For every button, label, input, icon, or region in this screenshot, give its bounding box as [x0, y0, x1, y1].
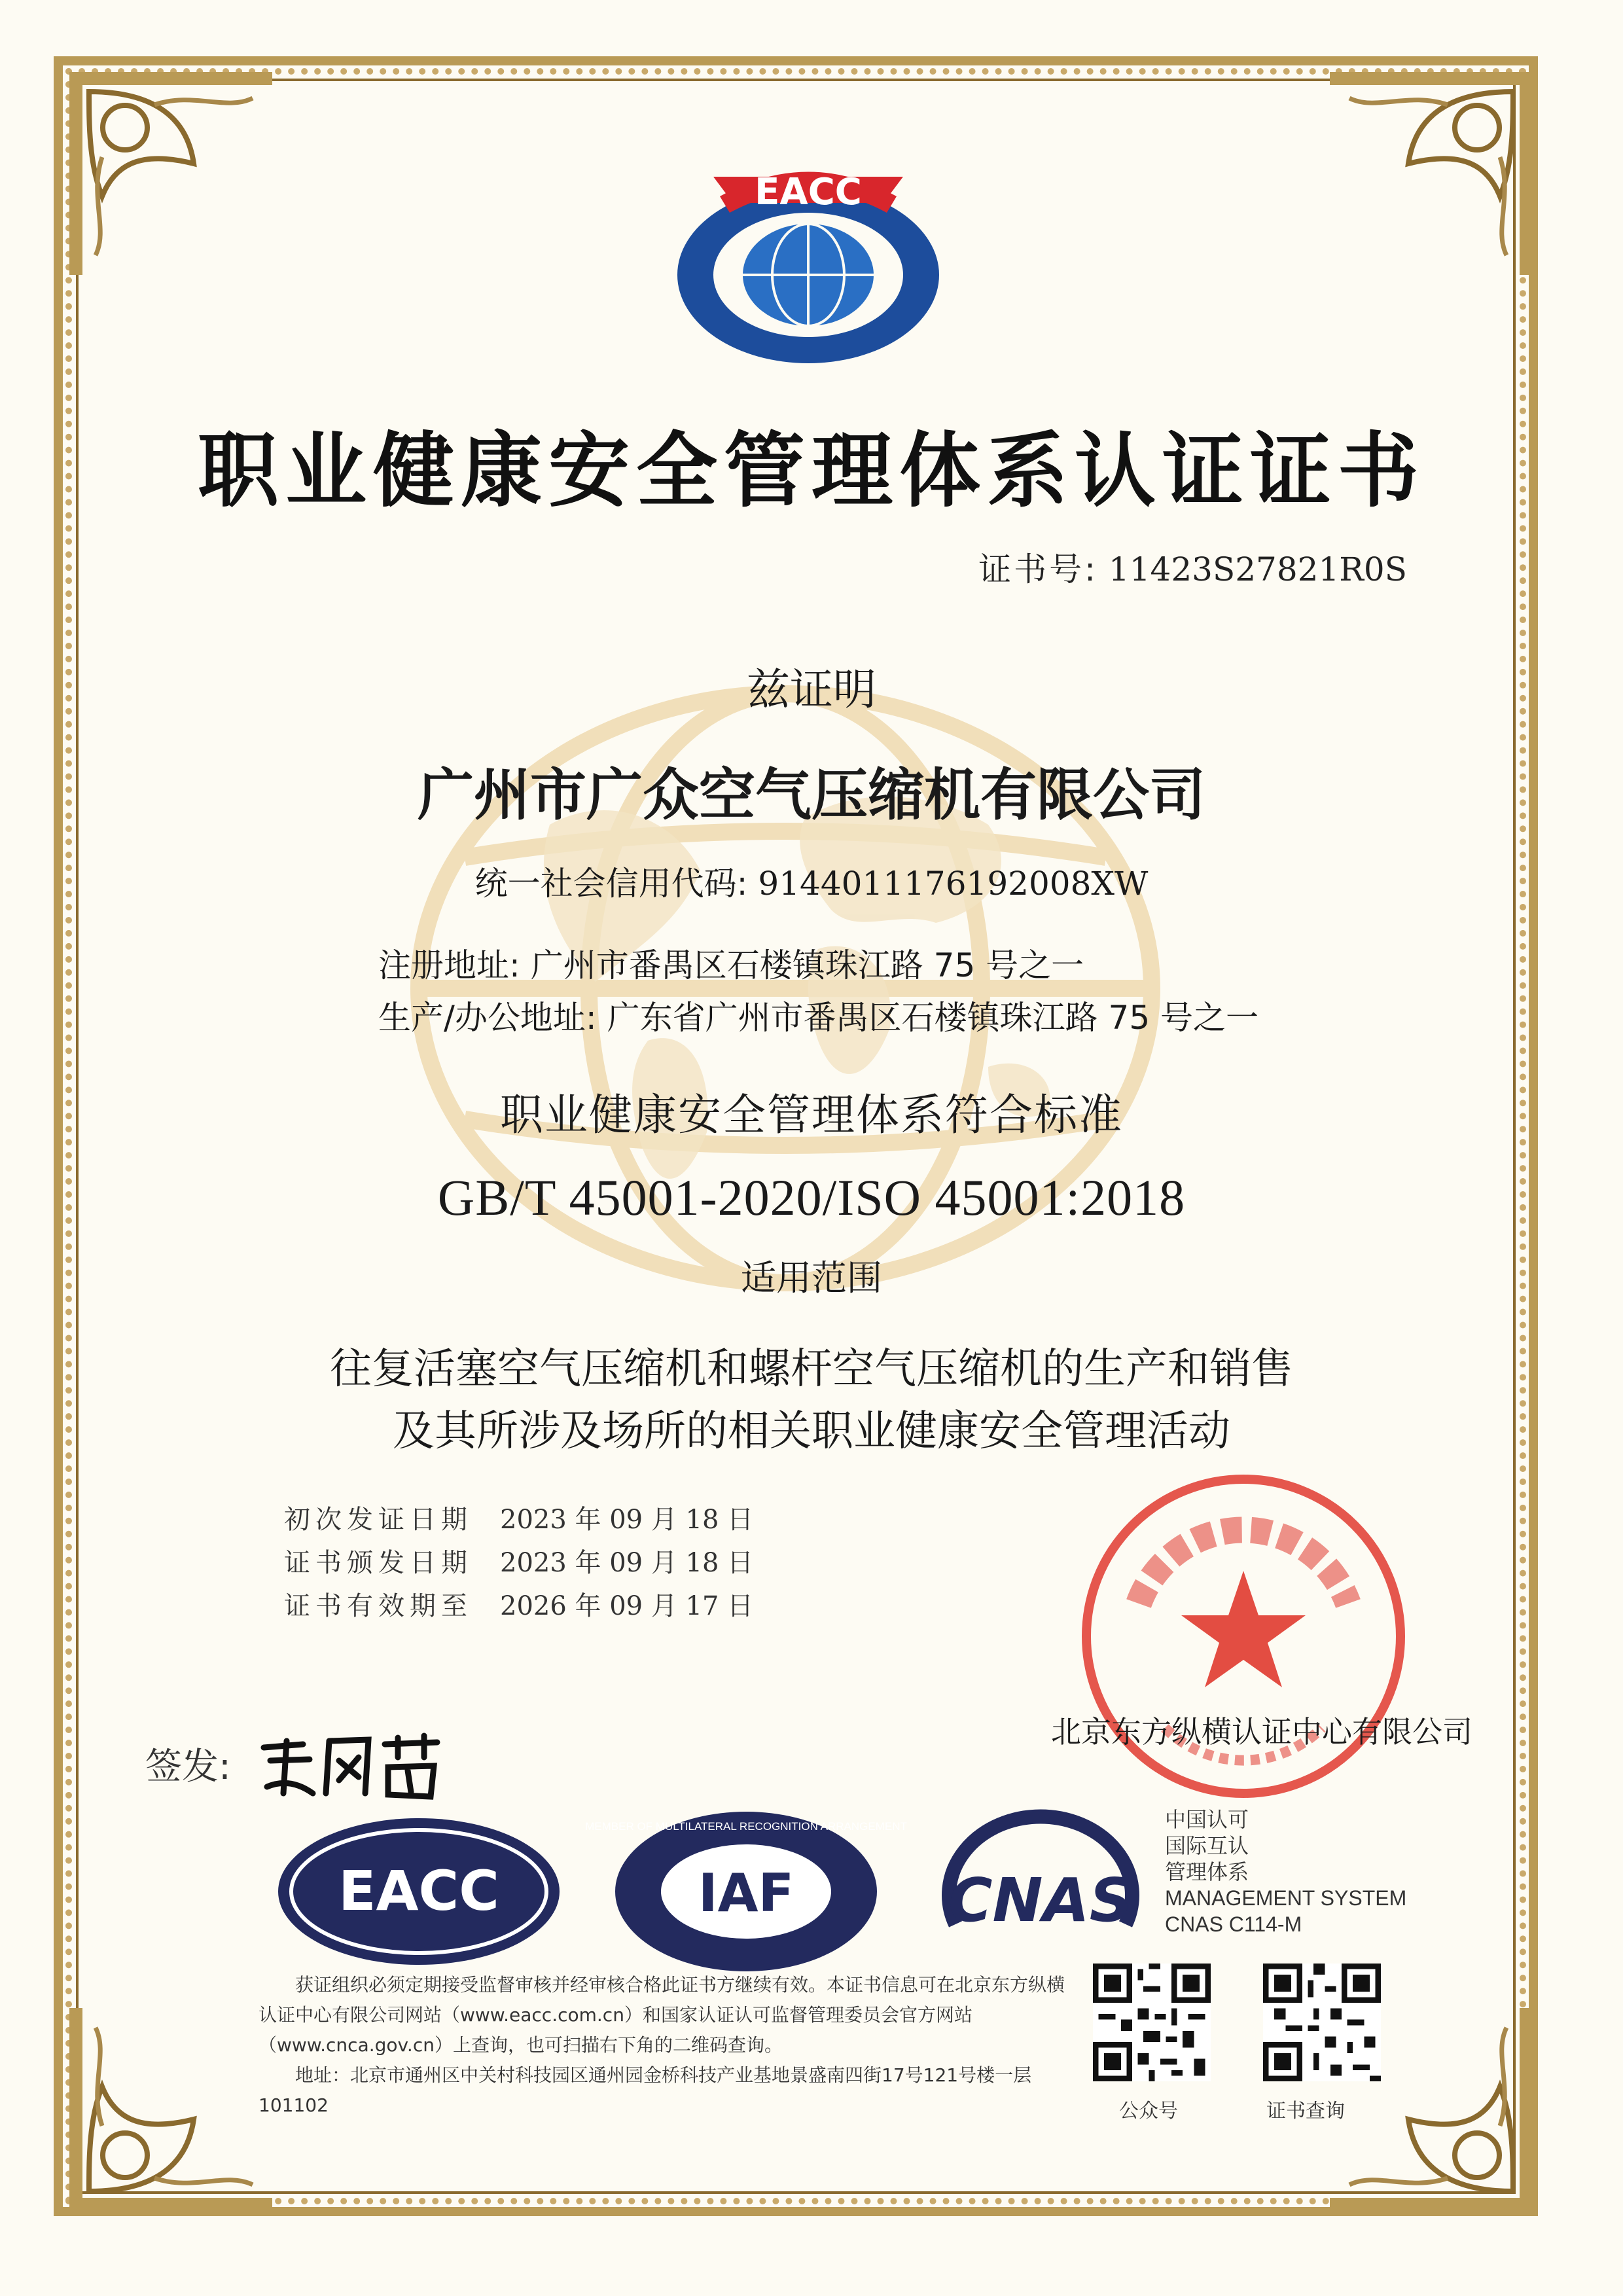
certificate-number [978, 543, 1407, 590]
credit-code-label: 统一社会信用代码: [474, 865, 748, 903]
qr-code-icon[interactable] [1093, 1964, 1211, 2081]
cnas-line: 国际互认 [1165, 1833, 1249, 1858]
office-address [378, 992, 1258, 1039]
official-seal-icon [1073, 1466, 1414, 1806]
standard-code: GB/T 45001-2020/ISO 45001:2018 [437, 1169, 1186, 1226]
corner-ornament-icon [63, 2001, 279, 2217]
date-row [284, 1585, 753, 1628]
qr-label: 公众号 [1119, 2100, 1178, 2123]
scope-label: 适用范围 [741, 1257, 882, 1299]
date-block [284, 1499, 753, 1628]
date-value: 2023 年 09 月 18 日 [500, 1548, 754, 1578]
office-address-value: 广东省广州市番禺区石楼镇珠江路 75 号之一 [607, 999, 1259, 1037]
credit-code-value: 9144011176192008XW [758, 865, 1149, 903]
svg-text:EACC: EACC [338, 1859, 499, 1923]
cnas-logo-icon [936, 1806, 1145, 1970]
footer-notice [259, 1970, 1070, 2121]
date-label: 证书有效期至 [284, 1591, 473, 1621]
scope-line: 往复活塞空气压缩机和螺杆空气压缩机的生产和销售 [330, 1345, 1293, 1393]
qr-code-icon[interactable] [1263, 1964, 1381, 2081]
scope-line: 及其所涉及场所的相关职业健康安全管理活动 [393, 1407, 1230, 1456]
iaf-logo-icon [585, 1806, 907, 1977]
svg-text:CNAS: CNAS [948, 1865, 1133, 1935]
certificate-number-label: 证书号: [978, 550, 1098, 588]
date-row [284, 1542, 753, 1585]
signature-block [145, 1721, 447, 1806]
eacc-top-logo-icon [661, 151, 955, 373]
registered-address-value: 广州市番禺区石楼镇珠江路 75 号之一 [530, 946, 1084, 984]
svg-text:MEMBER OF MULTILATERAL RECOGNI: MEMBER OF MULTILATERAL RECOGNITION ARRANGEMENT [585, 1820, 907, 1833]
issuer-name: 北京东方纵横认证中心有限公司 [1051, 1714, 1472, 1749]
date-label: 初次发证日期 [284, 1505, 473, 1535]
qr-label: 证书查询 [1266, 2100, 1345, 2123]
footer-address: 地址：北京市通州区中关村科技园区通州园金桥科技产业基地景盛南四街17号121号楼一层 101102 [259, 2064, 1032, 2116]
cnas-line: CNAS C114-M [1165, 1912, 1302, 1936]
cnas-line: MANAGEMENT SYSTEM [1165, 1886, 1407, 1910]
sign-label: 签发: [145, 1746, 231, 1788]
date-value: 2026 年 09 月 17 日 [500, 1591, 754, 1621]
certificate-number-value: 11423S27821R0S [1108, 550, 1407, 588]
corner-ornament-icon [63, 65, 279, 281]
cnas-accreditation-text [1165, 1806, 1406, 1937]
registered-address-label: 注册地址: [378, 946, 520, 984]
svg-text:EACC: EACC [755, 171, 862, 213]
cnas-line: 管理体系 [1165, 1859, 1249, 1884]
footer-paragraph: 获证组织必须定期接受监督审核并经审核合格此证书方继续有效。本证书信息可在北京东方纵横认证中心有限公司网站（www.eacc.com.cn）和国家认证认可监督管理委员会官方网站（www.cnca.gov.cn）上查询，也可扫描右下角的二维码查询。 [259, 1974, 1065, 2056]
credit-code [0, 857, 1623, 905]
handwritten-signature-icon [251, 1721, 447, 1806]
date-value: 2023 年 09 月 18 日 [500, 1505, 754, 1535]
company-name: 广州市广众空气压缩机有限公司 [418, 762, 1205, 828]
hereby-certify: 兹证明 [747, 664, 876, 715]
date-row [284, 1499, 753, 1542]
standard-label: 职业健康安全管理体系符合标准 [500, 1090, 1123, 1140]
registered-address [378, 939, 1084, 986]
cnas-line: 中国认可 [1165, 1807, 1249, 1832]
svg-text:IAF: IAF [698, 1863, 794, 1924]
date-label: 证书颁发日期 [284, 1548, 473, 1578]
office-address-label: 生产/办公地址: [378, 999, 597, 1037]
certificate-title: 职业健康安全管理体系认证证书 [197, 424, 1425, 518]
corner-ornament-icon [1323, 65, 1539, 281]
eacc-logo-icon [275, 1813, 563, 1970]
